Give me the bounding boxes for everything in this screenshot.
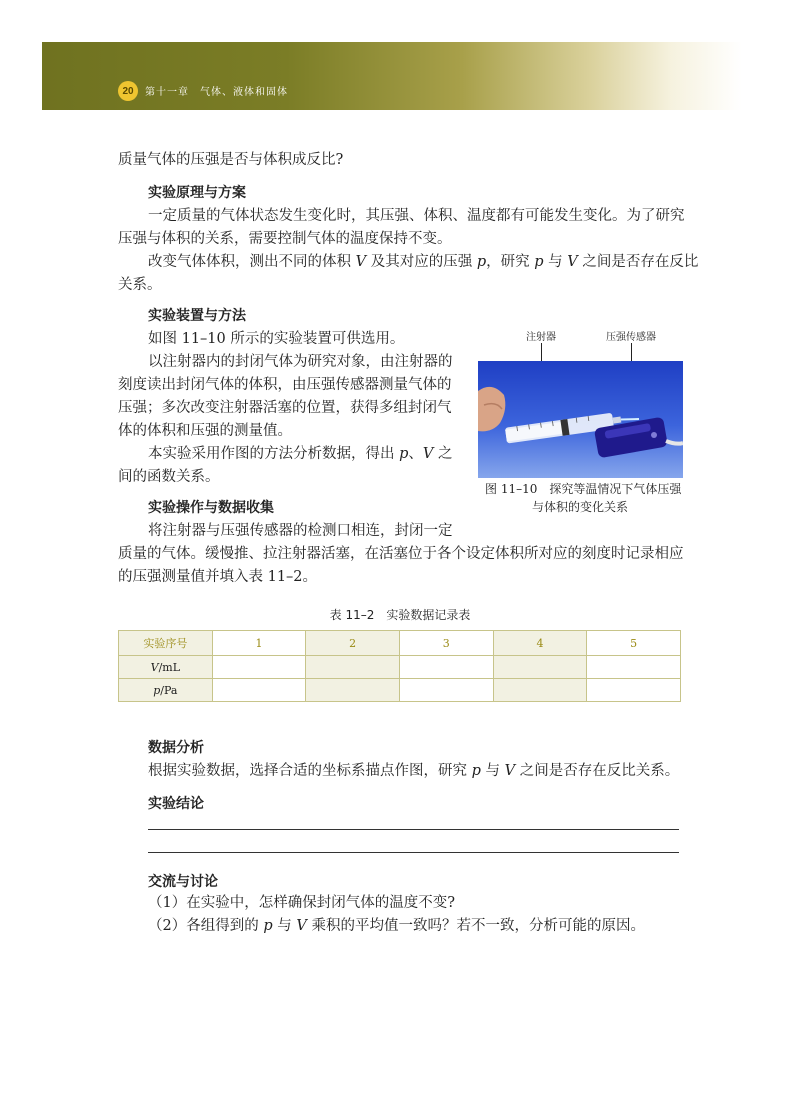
table-cell — [493, 656, 587, 679]
operation-line2: 质量的气体。缓慢推、拉注射器活塞，在活塞位于各个设定体积所对应的刻度时记录相应 — [118, 546, 684, 562]
section-heading-apparatus: 实验装置与方法 — [148, 308, 246, 324]
table-header-cell: 实验序号 — [119, 631, 213, 656]
table-cell — [212, 679, 306, 702]
apparatus-photo — [478, 361, 683, 478]
table-header-row — [119, 631, 681, 656]
figure-caption-line1: 图 11–10 探究等温情况下气体压强 — [485, 482, 682, 496]
table-cell — [306, 656, 400, 679]
table-row-label: V/mL — [119, 656, 213, 679]
apparatus-line2: 以注射器内的封闭气体为研究对象，由注射器的 — [148, 354, 453, 370]
discussion-question-1: （1）在实验中，怎样确保封闭气体的温度不变? — [148, 895, 455, 911]
section-heading-discussion: 交流与讨论 — [148, 874, 218, 890]
section-heading-conclusion: 实验结论 — [148, 796, 204, 812]
figure-caption-line2: 与体积的变化关系 — [532, 500, 629, 514]
principle-p1-line2: 压强与体积的关系，需要控制气体的温度保持不变。 — [118, 231, 452, 247]
operation-line1: 将注射器与压强传感器的检测口相连，封闭一定 — [148, 523, 453, 539]
section-heading-principle: 实验原理与方案 — [148, 185, 246, 201]
apparatus-line4: 压强；多次改变注射器活塞的位置，获得多组封闭气 — [118, 400, 452, 416]
table-caption: 表 11–2 实验数据记录表 — [329, 608, 471, 622]
apparatus-line3: 刻度读出封闭气体的体积，由压强传感器测量气体的 — [118, 377, 452, 393]
discussion-question-2: （2）各组得到的 p 与 V 乘积的平均值一致吗？若不一致，分析可能的原因。 — [148, 918, 645, 934]
principle-p2-line2: 关系。 — [118, 277, 162, 293]
answer-blank-line — [148, 829, 679, 830]
principle-p2-line1: 改变气体体积，测出不同的体积 V 及其对应的压强 p，研究 p 与 V 之间是否存在反比 — [148, 254, 699, 270]
figure-label-syringe: 注射器 — [526, 332, 556, 343]
apparatus-line7: 间的函数关系。 — [118, 469, 220, 485]
table-cell — [212, 656, 306, 679]
table-cell — [587, 679, 681, 702]
table-cell — [306, 679, 400, 702]
apparatus-line6: 本实验采用作图的方法分析数据，得出 p、V 之 — [148, 446, 453, 462]
figure-label-sensor: 压强传感器 — [606, 332, 656, 343]
principle-p1-line1: 一定质量的气体状态发生变化时，其压强、体积、温度都有可能发生变化。为了研究 — [148, 208, 685, 224]
analysis-line1: 根据实验数据，选择合适的坐标系描点作图，研究 p 与 V 之间是否存在反比关系。 — [148, 763, 680, 779]
figure-11-10 — [478, 328, 683, 478]
table-row-label: p/Pa — [119, 679, 213, 702]
apparatus-line5: 体的体积和压强的测量值。 — [118, 423, 292, 439]
data-record-table — [118, 630, 681, 702]
section-heading-analysis: 数据分析 — [148, 740, 204, 756]
table-cell — [399, 679, 493, 702]
table-row — [119, 679, 681, 702]
table-header-cell: 2 — [306, 631, 400, 656]
section-heading-operation: 实验操作与数据收集 — [148, 500, 274, 516]
table-header-cell: 3 — [399, 631, 493, 656]
page-number-badge: 20 — [118, 81, 138, 101]
table-cell — [399, 656, 493, 679]
table-header-cell: 5 — [587, 631, 681, 656]
intro-line: 质量气体的压强是否与体积成反比? — [118, 152, 344, 168]
apparatus-line1: 如图 11–10 所示的实验装置可供选用。 — [148, 331, 405, 347]
chapter-title: 第十一章 气体、液体和固体 — [145, 87, 288, 98]
table-cell — [587, 656, 681, 679]
table-row — [119, 656, 681, 679]
answer-blank-line — [148, 852, 679, 853]
table-header-cell: 4 — [493, 631, 587, 656]
table-cell — [493, 679, 587, 702]
table-header-cell: 1 — [212, 631, 306, 656]
syringe-sensor-illustration — [478, 361, 683, 478]
chapter-header-band — [42, 42, 742, 110]
operation-line3: 的压强测量值并填入表 11–2。 — [118, 569, 318, 585]
